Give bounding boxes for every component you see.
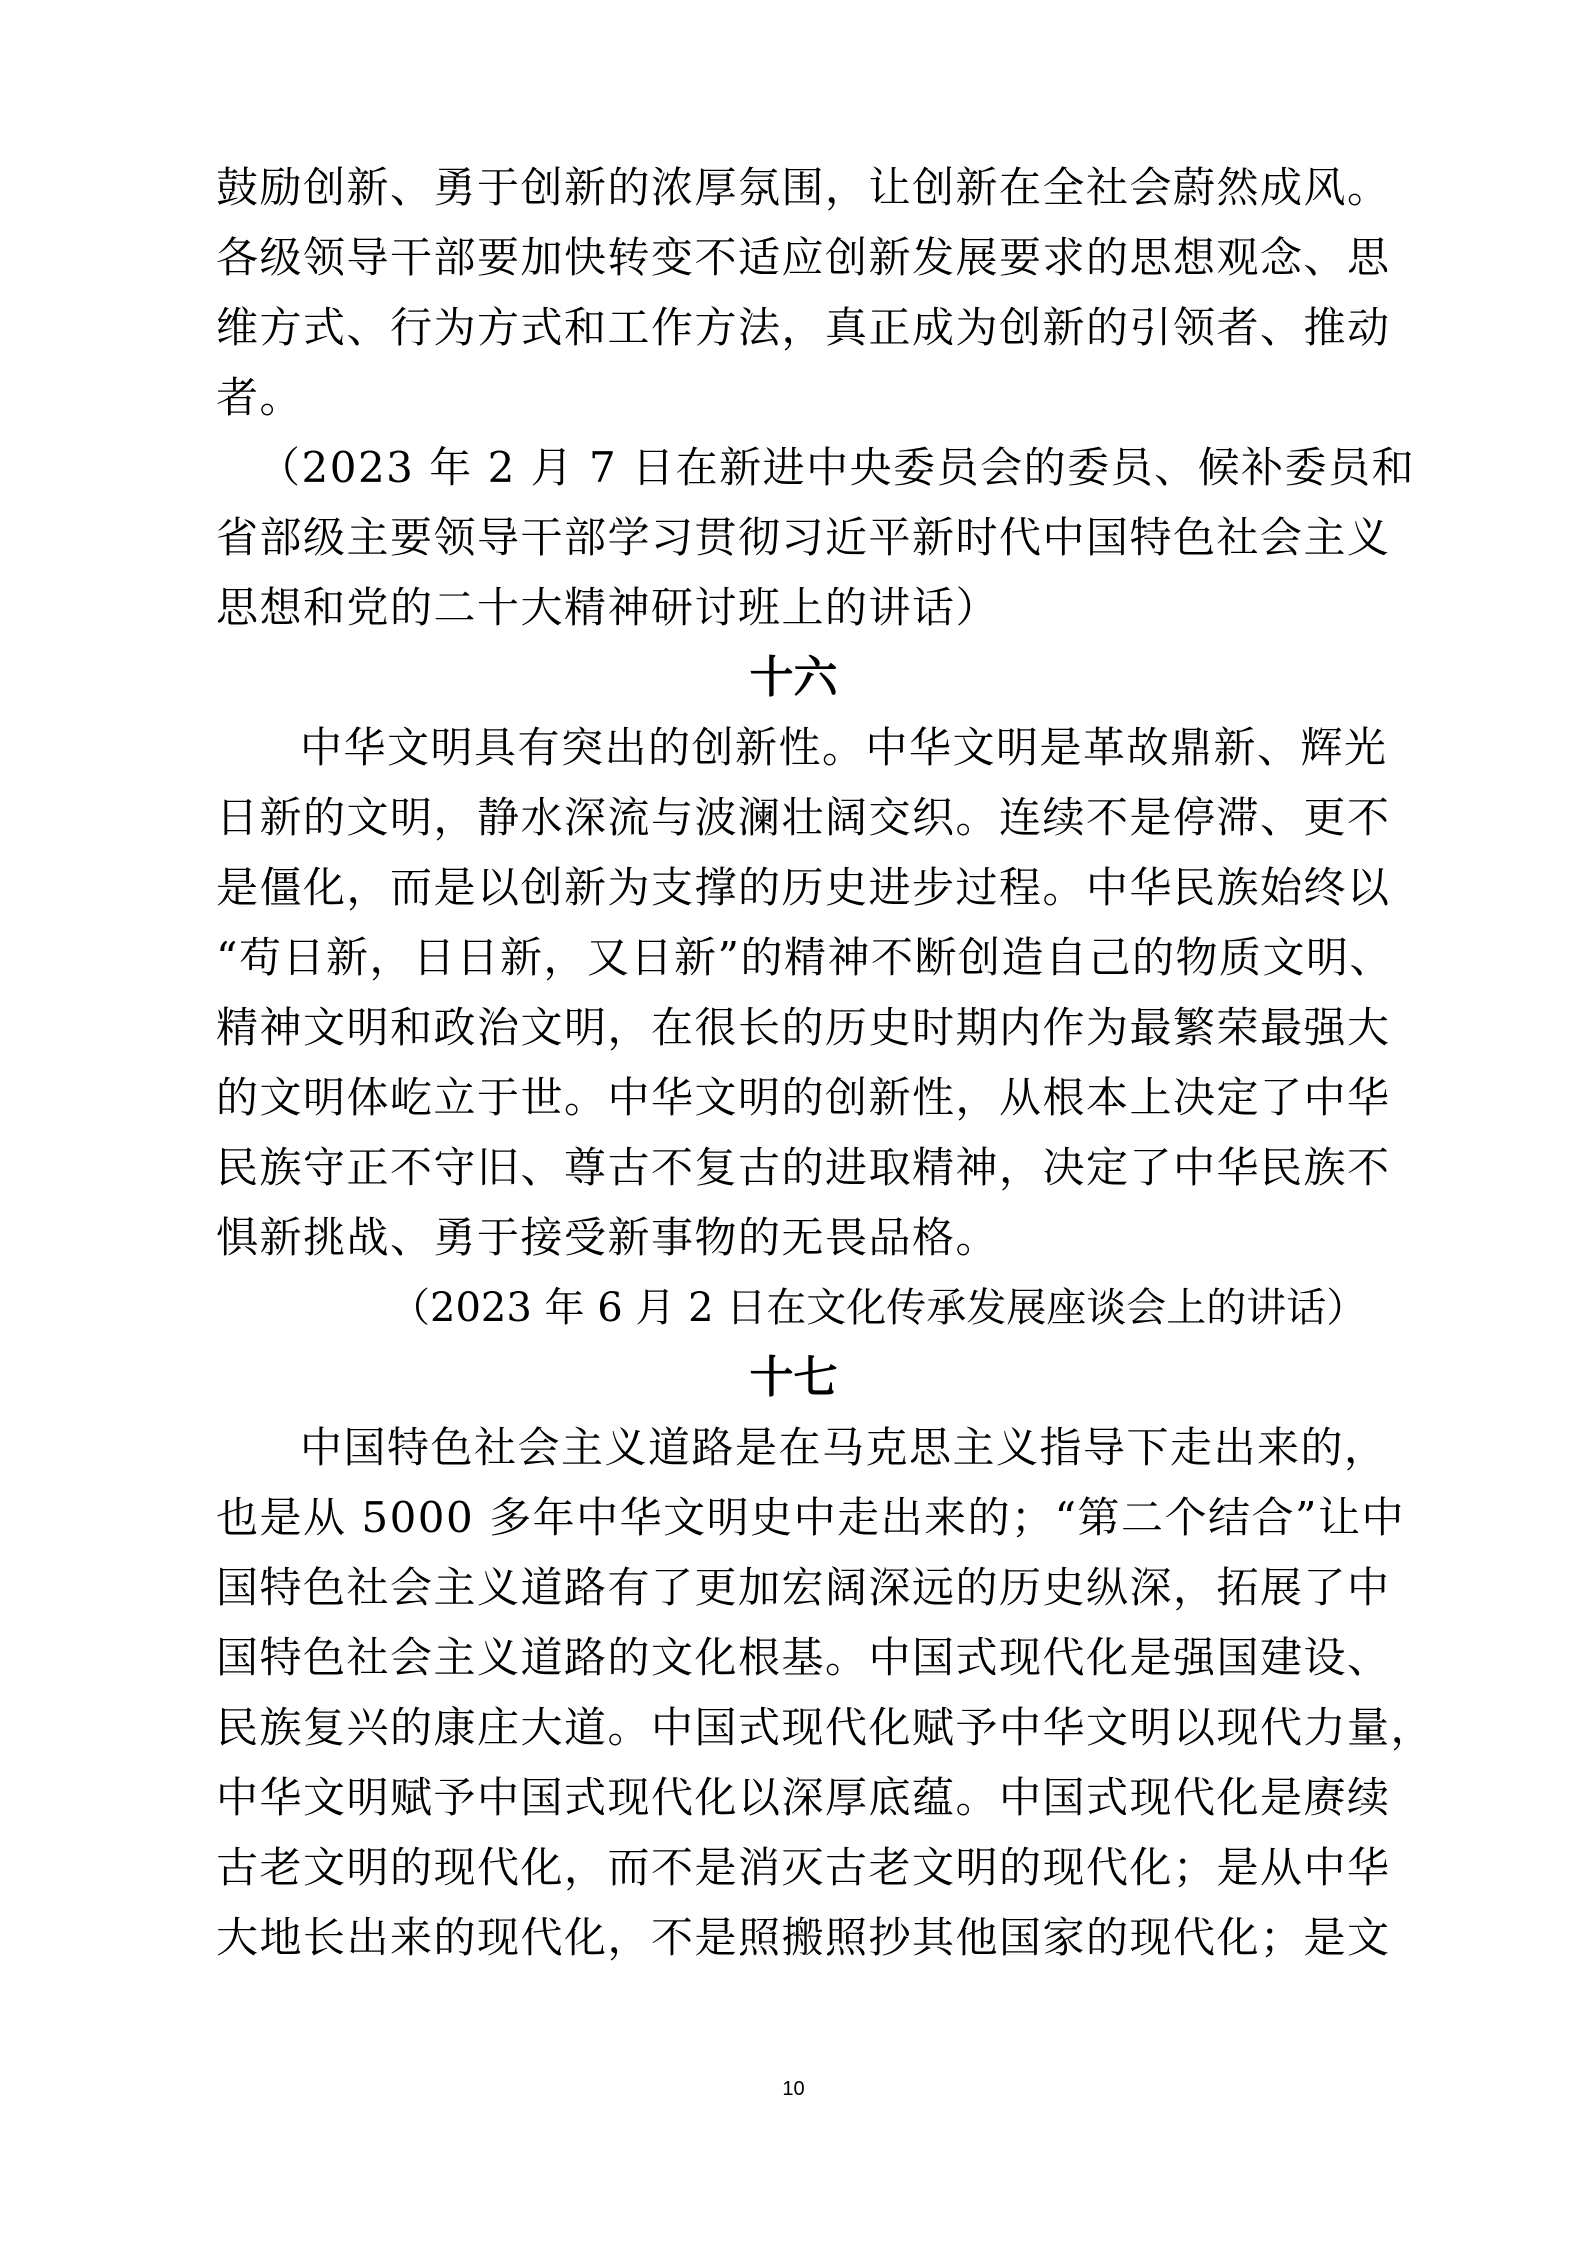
paragraph-line: 鼓励创新、勇于创新的浓厚氛围，让创新在全社会蔚然成风。: [216, 163, 1391, 212]
paragraph-line: 者。: [216, 373, 304, 422]
paragraph-line: 是僵化，而是以创新为支撑的历史进步过程。中华民族始终以: [216, 863, 1391, 912]
paragraph-line: 民族复兴的康庄大道。中国式现代化赋予中华文明以现代力量，: [216, 1703, 1435, 1752]
source-citation-line: 思想和党的二十大精神研讨班上的讲话）: [216, 583, 1000, 632]
section-heading-16: 十六: [749, 652, 838, 703]
paragraph-line: 惧新挑战、勇于接受新事物的无畏品格。: [216, 1213, 1000, 1262]
paragraph-line: 国特色社会主义道路有了更加宏阔深远的历史纵深，拓展了中: [216, 1563, 1391, 1612]
paragraph-line: 也是从 5000 多年中华文明史中走出来的；“第二个结合”让中: [216, 1493, 1406, 1542]
paragraph-line: “苟日新，日日新，又日新”的精神不断创造自己的物质文明、: [216, 933, 1393, 982]
paragraph-line: 大地长出来的现代化，不是照搬照抄其他国家的现代化；是文: [216, 1913, 1391, 1962]
paragraph-line: 古老文明的现代化，而不是消灭古老文明的现代化；是从中华: [216, 1843, 1391, 1892]
section-heading-17: 十七: [749, 1352, 838, 1403]
source-citation-line: （2023 年 2 月 7 日在新进中央委员会的委员、候补委员和: [258, 443, 1416, 492]
source-citation-line: 省部级主要领导干部学习贯彻习近平新时代中国特色社会主义: [216, 513, 1391, 562]
paragraph-line: 中华文明具有突出的创新性。中华文明是革故鼎新、辉光: [300, 723, 1388, 772]
paragraph-line: 民族守正不守旧、尊古不复古的进取精神，决定了中华民族不: [216, 1143, 1391, 1192]
paragraph-line: 精神文明和政治文明，在很长的历史时期内作为最繁荣最强大: [216, 1003, 1391, 1052]
paragraph-line: 中华文明赋予中国式现代化以深厚底蕴。中国式现代化是赓续: [216, 1773, 1391, 1822]
paragraph-line: 的文明体屹立于世。中华文明的创新性，从根本上决定了中华: [216, 1073, 1391, 1122]
paragraph-line: 各级领导干部要加快转变不适应创新发展要求的思想观念、思: [216, 233, 1391, 282]
paragraph-line: 国特色社会主义道路的文化根基。中国式现代化是强国建设、: [216, 1633, 1391, 1682]
source-citation: （2023 年 6 月 2 日在文化传承发展座谈会上的讲话）: [390, 1285, 1367, 1331]
paragraph-line: 维方式、行为方式和工作方法，真正成为创新的引领者、推动: [216, 303, 1391, 352]
paragraph-line: 日新的文明，静水深流与波澜壮阔交织。连续不是停滞、更不: [216, 793, 1391, 842]
paragraph-line: 中国特色社会主义道路是在马克思主义指导下走出来的，: [300, 1423, 1388, 1472]
page-number: 10: [782, 2078, 805, 2100]
